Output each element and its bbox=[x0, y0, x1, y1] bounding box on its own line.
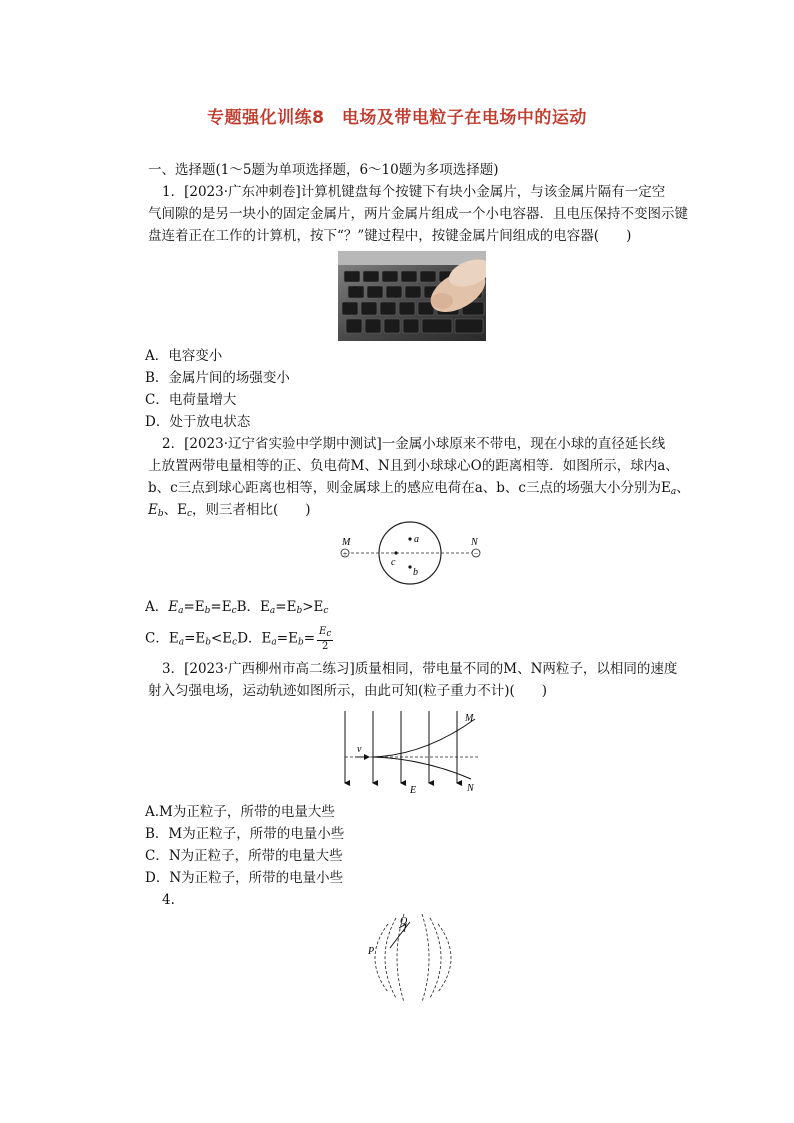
q1-option-c: C．电荷量增大 bbox=[145, 392, 237, 408]
q2-line-2: 上放置两带电量相等的正、负电荷M、N且到小球球心O的距离相等．如图所示，球内a、 bbox=[148, 458, 679, 474]
q2-line-3-text: b、c三点到球心距离也相等，则金属球上的感应电荷在a、b、c三点的场强大小分别为E bbox=[148, 480, 671, 496]
q4-number: 4. bbox=[162, 892, 175, 908]
fraction-ec-over-2: $\frac{Ec}{2}$ bbox=[319, 626, 332, 652]
label-v: v bbox=[357, 744, 362, 755]
q1-line-1: 1．[2023·广东冲刺卷]计算机键盘每个按键下有块小金属片，与该金属片隔有一定空 bbox=[162, 184, 666, 200]
point-c bbox=[394, 551, 397, 554]
plus-sign: + bbox=[342, 549, 348, 559]
trajectory-m bbox=[373, 719, 475, 757]
minus-sign: − bbox=[473, 549, 479, 558]
q3-line-2: 射入匀强电场，运动轨迹如图所示，由此可知(粒子重力不计)( ) bbox=[148, 683, 548, 699]
q1-option-a: A．电容变小 bbox=[145, 348, 223, 364]
keyboard-photo bbox=[338, 251, 486, 341]
q3-line-1: 3．[2023·广西柳州市高二练习]质量相同，带电量不同的M、N两粒子，以相同的速度 bbox=[162, 661, 678, 677]
label-q: Q bbox=[400, 916, 408, 927]
point-b bbox=[408, 565, 411, 568]
trajectory-n bbox=[373, 757, 471, 779]
label-n: N bbox=[471, 537, 478, 548]
q3-option-c: C．N为正粒子，所带的电量大些 bbox=[145, 848, 343, 864]
label-m: M bbox=[465, 713, 474, 724]
label-c: c bbox=[391, 557, 396, 568]
label-n: N bbox=[467, 783, 474, 794]
q1-line-2: 气间隙的是另一块小的固定金属片，两片金属片组成一个小电容器．且电压保持不变图示键 bbox=[148, 206, 688, 222]
q1-line-3: 盘连着正在工作的计算机，按下“？”键过程中，按键金属片间组成的电容器( ) bbox=[148, 228, 632, 244]
q2-options-cd: C．$E_a=E_b<E_cD$．$E_a=E_b=$ $\frac{Ec}{2}$ bbox=[145, 626, 332, 652]
q3-option-a: A.M为正粒子，所带的电量大些 bbox=[145, 804, 335, 820]
field-lines-diagram bbox=[360, 910, 466, 1006]
point-a bbox=[408, 537, 411, 540]
q3-option-b: B．M为正粒子，所带的电量小些 bbox=[145, 826, 345, 842]
uniform-field-diagram bbox=[335, 707, 485, 797]
q2-line-4: $E_b$、$E_c$，则三者相比( ) bbox=[148, 502, 311, 519]
label-a: a bbox=[414, 534, 419, 545]
q2-line-1: 2．[2023·辽宁省实验中学期中测试]一金属小球原来不带电，现在小球的直径延长线 bbox=[162, 436, 666, 452]
label-m: M bbox=[342, 537, 351, 548]
q1-option-b: B．金属片间的场强变小 bbox=[145, 370, 290, 386]
q3-option-d: D．N为正粒子，所带的电量小些 bbox=[145, 870, 344, 886]
label-b: b bbox=[413, 567, 418, 578]
sphere-diagram bbox=[330, 521, 490, 593]
q1-option-d: D．处于放电状态 bbox=[145, 414, 251, 430]
label-p: P bbox=[368, 946, 375, 957]
q2-options-ab: A．$E_a=E_b=E_cB$．$E_a=E_b>E_c$ bbox=[145, 599, 329, 616]
page-title: 专题强化训练8 电场及带电粒子在电场中的运动 bbox=[207, 108, 587, 128]
q2-line-3: b、c三点到球心距离也相等，则金属球上的感应电荷在a、b、c三点的场强大小分别为$E_a$、 bbox=[148, 480, 690, 497]
label-e: E bbox=[410, 785, 417, 796]
section-heading: 一、选择题(1～5题为单项选择题，6～10题为多项选择题) bbox=[148, 162, 499, 178]
